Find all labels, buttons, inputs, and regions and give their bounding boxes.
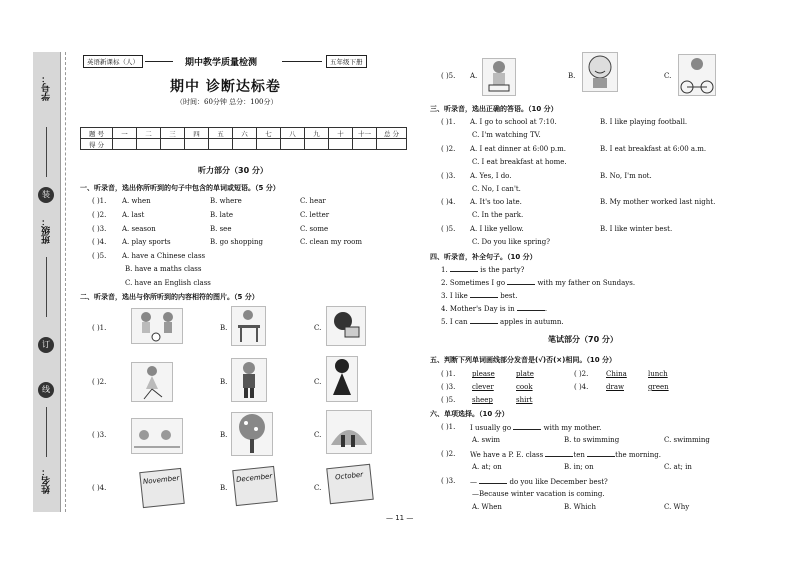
section-1-title: 一、听录音，选出你所听到的句子中包含的单词或短语。（5 分） <box>80 184 280 192</box>
question-number[interactable]: ( )4. <box>92 238 107 246</box>
question-number[interactable]: ( )3. <box>441 383 456 391</box>
score-input-cell[interactable] <box>233 139 257 150</box>
sentence-text: 2. Sometimes I go <box>441 279 508 287</box>
option-b: B. to swimming <box>564 436 620 444</box>
option-c: C. I'm watching TV. <box>472 131 541 139</box>
score-table-cell: 六 <box>233 128 257 139</box>
section-5-title: 五、判断下列单词画线部分发音是(√)否(×)相同。（10 分） <box>430 356 617 364</box>
option-b: B. in; on <box>564 463 594 471</box>
option-c: C. clean my room <box>300 238 362 246</box>
page-number: — 11 — <box>386 514 414 522</box>
answer-blank[interactable] <box>507 278 535 285</box>
sentence-text: . <box>544 305 548 313</box>
kids-football-icon <box>132 309 182 343</box>
girl-smiling-picture[interactable] <box>582 52 618 92</box>
calendar-november-picture[interactable] <box>139 468 185 508</box>
option-b: B. go shopping <box>210 238 264 246</box>
answer-blank[interactable] <box>545 450 573 457</box>
sentence-text: 3. I like <box>441 292 470 300</box>
option-a: A. I go to school at 7:10. <box>470 118 557 126</box>
option-c: C. <box>314 431 322 439</box>
family-outdoor-icon <box>327 411 371 453</box>
calendar-month-label: December <box>235 472 273 484</box>
girl-smiling-icon <box>583 53 617 91</box>
word-1: please <box>472 370 495 378</box>
question-text <box>470 423 601 432</box>
apple-tree-icon <box>232 413 272 455</box>
question-number[interactable]: ( )5. <box>441 72 456 80</box>
sentence-text: apples in autumn. <box>497 318 564 326</box>
sentence-text: is the party? <box>477 266 525 274</box>
class-line <box>46 257 47 317</box>
section-4-title: 四、听录音，补全句子。（10 分） <box>430 253 537 261</box>
score-input-cell[interactable] <box>281 139 305 150</box>
question-number[interactable]: ( )3. <box>92 225 107 233</box>
calendar-december-picture[interactable] <box>232 466 278 506</box>
answer-blank[interactable] <box>470 317 498 324</box>
score-input-cell[interactable] <box>257 139 281 150</box>
score-table-cell: 二 <box>137 128 161 139</box>
option-b: B. I like winter best. <box>600 225 673 233</box>
winter-scene-picture[interactable] <box>131 418 183 454</box>
fill-sentence-5 <box>441 317 564 326</box>
option-c: C. <box>314 484 322 492</box>
option-a: A. swim <box>472 436 500 444</box>
option-b: B. have a maths class <box>125 265 202 273</box>
score-table-cell: 八 <box>281 128 305 139</box>
option-a: A. It's too late. <box>470 198 522 206</box>
boy-standing-picture[interactable] <box>231 358 267 402</box>
name-label: 姓名： <box>42 467 52 494</box>
band-rule-left <box>145 61 173 62</box>
option-c: C. Do you like spring? <box>472 238 550 246</box>
answer-blank[interactable] <box>470 291 498 298</box>
question-text <box>470 477 608 486</box>
fill-sentence-2 <box>441 278 635 287</box>
question-number[interactable]: ( )1. <box>441 423 456 431</box>
sentence-text: 5. I can <box>441 318 470 326</box>
sentence-text: the morning. <box>615 451 662 459</box>
score-input-cell[interactable] <box>305 139 329 150</box>
calendar-month-label: November <box>142 474 180 486</box>
question-number[interactable]: ( )2. <box>92 378 107 386</box>
option-b: B. I eat breakfast at 6:00 a.m. <box>600 145 707 153</box>
score-table-cell: 四 <box>185 128 209 139</box>
score-table-cell: 十 <box>329 128 353 139</box>
question-text <box>470 450 661 459</box>
word-1: draw <box>606 383 624 391</box>
sentence-text: do you like December best? <box>507 478 608 486</box>
option-c: C. Why <box>664 503 690 511</box>
question-number[interactable]: ( )2. <box>441 450 456 458</box>
option-a: A. play sports <box>122 238 171 246</box>
question-followup: —Because winter vacation is coming. <box>472 490 605 498</box>
girl-shopping-icon <box>483 59 515 95</box>
option-b: B. where <box>210 197 242 205</box>
word-2: shirt <box>516 396 533 404</box>
word-1: clever <box>472 383 494 391</box>
option-a: A. When <box>472 503 502 511</box>
option-c: C. No, I can't. <box>472 185 521 193</box>
option-b: B. <box>220 431 228 439</box>
score-table-header-row <box>81 128 407 139</box>
option-b: B. <box>220 378 228 386</box>
option-a: A. at; on <box>472 463 502 471</box>
question-number[interactable]: ( )1. <box>92 324 107 332</box>
option-b: B. No, I'm not. <box>600 172 652 180</box>
cut-line <box>65 52 66 512</box>
option-c: C. I eat breakfast at home. <box>472 158 567 166</box>
fill-sentence-1 <box>441 265 524 274</box>
question-number[interactable]: ( )3. <box>441 477 456 485</box>
binding-dot-3: 线 <box>38 382 54 398</box>
question-number[interactable]: ( )5. <box>441 396 456 404</box>
score-input-cell[interactable] <box>161 139 185 150</box>
score-table <box>80 127 407 150</box>
score-input-cell[interactable] <box>137 139 161 150</box>
question-number[interactable]: ( )3. <box>441 172 456 180</box>
option-a: A. last <box>122 211 145 219</box>
option-b: B. Which <box>564 503 596 511</box>
question-number[interactable]: ( )4. <box>441 198 456 206</box>
word-2: plate <box>516 370 534 378</box>
option-b: B. see <box>210 225 232 233</box>
option-c: C. have an English class <box>125 279 211 287</box>
score-input-cell[interactable] <box>185 139 209 150</box>
family-outdoor-picture[interactable] <box>326 410 372 454</box>
option-c: C. some <box>300 225 329 233</box>
grade-label: 五年级下册 <box>326 55 367 68</box>
calendar-month-label: October <box>334 470 364 482</box>
question-number[interactable]: ( )5. <box>92 252 107 260</box>
winter-scene-icon <box>132 419 182 453</box>
question-number[interactable]: ( )4. <box>574 383 589 391</box>
sentence-text: with my father on Sundays. <box>535 279 636 287</box>
girl-dress-icon <box>327 357 357 401</box>
page-title: 期中 诊断达标卷 <box>170 79 281 95</box>
option-c: C. letter <box>300 211 330 219</box>
written-part-heading: 笔试部分（70 分） <box>548 335 618 344</box>
option-b: B. late <box>210 211 233 219</box>
score-table-cell: 五 <box>209 128 233 139</box>
option-a: A. have a Chinese class <box>122 252 206 260</box>
question-number[interactable]: ( )2. <box>92 211 107 219</box>
band-rule-right <box>282 61 322 62</box>
word-2: green <box>648 383 669 391</box>
calendar-october-picture[interactable] <box>326 464 374 504</box>
score-table-score-row <box>81 139 407 150</box>
option-c: C. <box>314 378 322 386</box>
option-a: A. Yes, I do. <box>470 172 512 180</box>
option-c: C. swimming <box>664 436 710 444</box>
answer-blank[interactable] <box>479 477 507 484</box>
answer-blank[interactable] <box>587 450 615 457</box>
sentence-text: with my mother. <box>541 424 602 432</box>
score-input-cell[interactable] <box>377 139 407 150</box>
score-input-cell[interactable] <box>113 139 137 150</box>
question-number[interactable]: ( )1. <box>92 197 107 205</box>
page-subtitle: （时间：60分钟 总分：100分） <box>176 98 278 106</box>
student-number-label: 学号： <box>42 74 52 101</box>
option-c: C. at; in <box>664 463 692 471</box>
student-number-line <box>46 127 47 177</box>
question-number[interactable]: ( )1. <box>441 370 456 378</box>
edition-label: 英语新课标（人） <box>83 55 143 68</box>
answer-blank[interactable] <box>517 304 548 313</box>
score-table-cell: 题 号 <box>81 128 113 139</box>
option-b: B. My mother worked last night. <box>600 198 716 206</box>
class-label: 班级： <box>42 217 52 244</box>
question-number[interactable]: ( )1. <box>441 118 456 126</box>
score-input-cell[interactable] <box>353 139 377 150</box>
binding-dot-2: 订 <box>38 337 54 353</box>
girl-dancing-icon <box>132 363 172 401</box>
fill-sentence-3 <box>441 291 517 300</box>
score-table-cell: 十一 <box>353 128 377 139</box>
section-6-title: 六、单项选择。（10 分） <box>430 410 509 418</box>
sentence-text: 1. <box>441 266 450 274</box>
option-a: A. I like yellow. <box>470 225 524 233</box>
score-table-cell: 一 <box>113 128 137 139</box>
sentence-text: ten <box>573 451 588 459</box>
child-at-desk-picture[interactable] <box>231 306 266 346</box>
option-c: C. <box>664 72 672 80</box>
score-input-cell[interactable] <box>329 139 353 150</box>
question-number[interactable]: ( )5. <box>441 225 456 233</box>
option-b: B. <box>220 484 228 492</box>
option-c: C. In the park. <box>472 211 524 219</box>
boy-cycling-picture[interactable] <box>678 54 716 96</box>
word-1: China <box>606 370 627 378</box>
boy-standing-icon <box>232 359 266 401</box>
sentence-text: best. <box>497 292 518 300</box>
option-b: B. <box>568 72 576 80</box>
option-a: A. season <box>122 225 156 233</box>
question-number[interactable]: ( )4. <box>92 484 107 492</box>
girl-dancing-picture[interactable] <box>131 362 173 402</box>
kids-playing-football-picture[interactable] <box>131 308 183 344</box>
sentence-text: We have a P. E. class <box>470 451 546 459</box>
score-table-cell: 七 <box>257 128 281 139</box>
word-2: lunch <box>648 370 668 378</box>
option-b: B. I like playing football. <box>600 118 688 126</box>
child-reading-icon <box>327 307 365 345</box>
option-c: C. hear <box>300 197 326 205</box>
question-number[interactable]: ( )2. <box>574 370 589 378</box>
score-table-cell: 得 分 <box>81 139 113 150</box>
score-input-cell[interactable] <box>209 139 233 150</box>
child-reading-picture[interactable] <box>326 306 366 346</box>
fill-sentence-4 <box>441 304 547 313</box>
option-a: A. when <box>122 197 151 205</box>
binding-strip <box>33 52 61 512</box>
boy-cycling-icon <box>679 55 715 95</box>
option-a: A. <box>470 72 478 80</box>
name-line <box>46 407 47 457</box>
sentence-text: I usually go <box>470 424 514 432</box>
option-b: B. <box>220 324 228 332</box>
word-1: sheep <box>472 396 493 404</box>
girl-shopping-picture[interactable] <box>482 58 516 96</box>
answer-blank[interactable] <box>450 265 478 272</box>
question-number[interactable]: ( )2. <box>441 145 456 153</box>
child-desk-icon <box>232 307 265 345</box>
girl-dress-picture[interactable] <box>326 356 358 402</box>
exam-band: 期中教学质量检测 <box>185 58 258 68</box>
score-table-cell: 总 分 <box>377 128 407 139</box>
option-a: A. I eat dinner at 6:00 p.m. <box>470 145 567 153</box>
sentence-text: 4. Mother's Day is in <box>441 305 517 313</box>
answer-blank[interactable] <box>513 423 541 430</box>
sentence-text: — <box>470 478 480 486</box>
score-table-cell: 九 <box>305 128 329 139</box>
section-2-title: 二、听录音，选出与你所听到的内容相符的图片。（5 分） <box>80 293 259 301</box>
question-number[interactable]: ( )3. <box>92 431 107 439</box>
apple-tree-picture[interactable] <box>231 412 273 456</box>
score-table-cell: 三 <box>161 128 185 139</box>
listening-part-heading: 听力部分（30 分） <box>198 166 268 175</box>
option-c: C. <box>314 324 322 332</box>
word-2: cook <box>516 383 533 391</box>
binding-dot-1: 装 <box>38 187 54 203</box>
section-3-title: 三、听录音，选出正确的答语。（10 分） <box>430 105 558 113</box>
